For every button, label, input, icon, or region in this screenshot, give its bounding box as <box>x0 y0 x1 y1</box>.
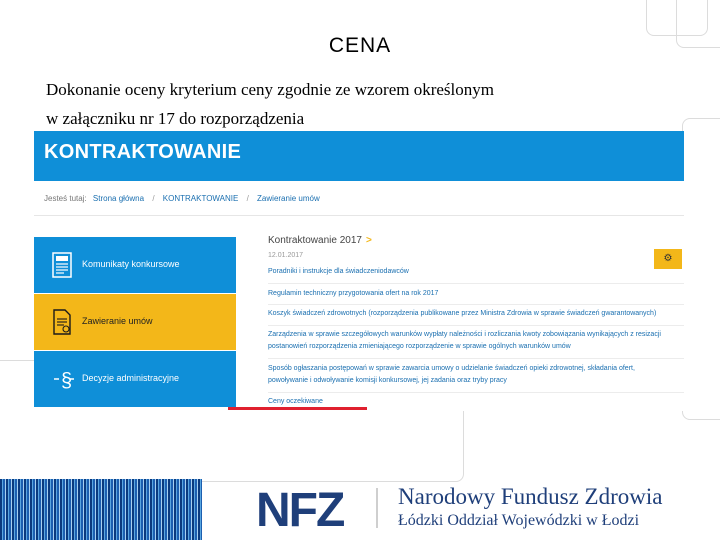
site-banner <box>34 131 684 181</box>
breadcrumb-home-link[interactable]: Strona główna <box>92 194 145 203</box>
sidebar-item-label: Decyzje administracyjne <box>82 373 180 383</box>
sidebar-item-komunikaty[interactable] <box>34 237 236 293</box>
website-screenshot <box>34 131 684 411</box>
breadcrumb-separator: / <box>246 194 249 203</box>
nfz-logo <box>256 482 372 532</box>
chevron-right-icon: > <box>365 235 372 246</box>
content-title[interactable] <box>268 235 372 246</box>
divider <box>268 325 684 326</box>
divider <box>268 358 684 359</box>
organization-name: Narodowy Fundusz Zdrowia <box>398 484 663 509</box>
breadcrumb <box>44 194 320 203</box>
list-item-link[interactable]: Zarządzenia w sprawie szczegółowych warunków wypłaty należności i rozliczania kwoty zobowiązania wynikających z resizacji <box>268 331 661 338</box>
slide-text-line-2: w załączniku nr 17 do rozporządzenia <box>46 109 305 128</box>
slide-title: CENA <box>328 34 392 57</box>
decorative-stripes <box>0 479 202 540</box>
list-item-link[interactable]: Regulamin techniczny przygotowania ofert na rok 2017 <box>268 290 439 297</box>
paragraph-icon <box>52 366 76 392</box>
gear-icon: ⚙ <box>663 253 673 264</box>
svg-text:§: § <box>61 370 73 392</box>
sidebar-item-label: Komunikaty konkursowe <box>82 259 180 269</box>
content-date: 12.01.2017 <box>268 252 304 259</box>
sidebar-item-decyzje[interactable] <box>34 351 236 407</box>
list-item-link[interactable]: Sposób ogłaszania postępowań w sprawie zawarcia umowy o udzielanie świadczeń opieki zdrowotnej, składania ofert, <box>268 365 635 372</box>
breadcrumb-section-link[interactable]: KONTRAKTOWANIE <box>162 194 239 203</box>
settings-button[interactable] <box>654 249 682 269</box>
news-icon <box>52 252 72 278</box>
footer-divider <box>376 488 378 528</box>
list-item-link[interactable]: powoływanie i odwoływanie komisji konkursowej, jej zadania oraz tryby pracy <box>268 377 507 384</box>
breadcrumb-current[interactable]: Zawieranie umów <box>257 194 320 203</box>
list-item-link-ceny-oczekiwane[interactable]: Ceny oczekiwane <box>268 398 323 405</box>
nfz-logo-text: NFZ <box>256 484 344 532</box>
breadcrumb-separator: / <box>152 194 155 203</box>
divider <box>34 215 684 216</box>
list-item-link[interactable]: Poradniki i instrukcje dla świadczeniodawców <box>268 268 409 275</box>
highlight-underline <box>228 407 367 410</box>
breadcrumb-prefix: Jesteś tutaj: <box>44 194 87 203</box>
sidebar-item-label: Zawieranie umów <box>82 316 153 326</box>
divider <box>268 304 684 305</box>
sidebar-item-zawieranie-umow[interactable] <box>34 294 236 350</box>
list-item-link[interactable]: postanowień rozporządzenia zmieniającego rozporządzenie w sprawie ogólnych warunków umów <box>268 343 571 350</box>
banner-title: KONTRAKTOWANIE <box>44 141 242 163</box>
document-icon <box>52 309 72 335</box>
content-title-text: Kontraktowanie 2017 <box>268 235 362 246</box>
divider <box>268 392 684 393</box>
organization-branch: Łódzki Oddział Wojewódzki w Łodzi <box>398 512 640 529</box>
list-item-link[interactable]: Koszyk świadczeń zdrowotnych (rozporządzenia publikowane przez Ministra Zdrowia w sprawie świadczeń gwarantowanych) <box>268 310 657 317</box>
divider <box>268 283 684 284</box>
decor-frame <box>682 118 720 420</box>
slide-text-line-1: Dokonanie oceny kryterium ceny zgodnie ze wzorem określonym <box>46 80 494 99</box>
